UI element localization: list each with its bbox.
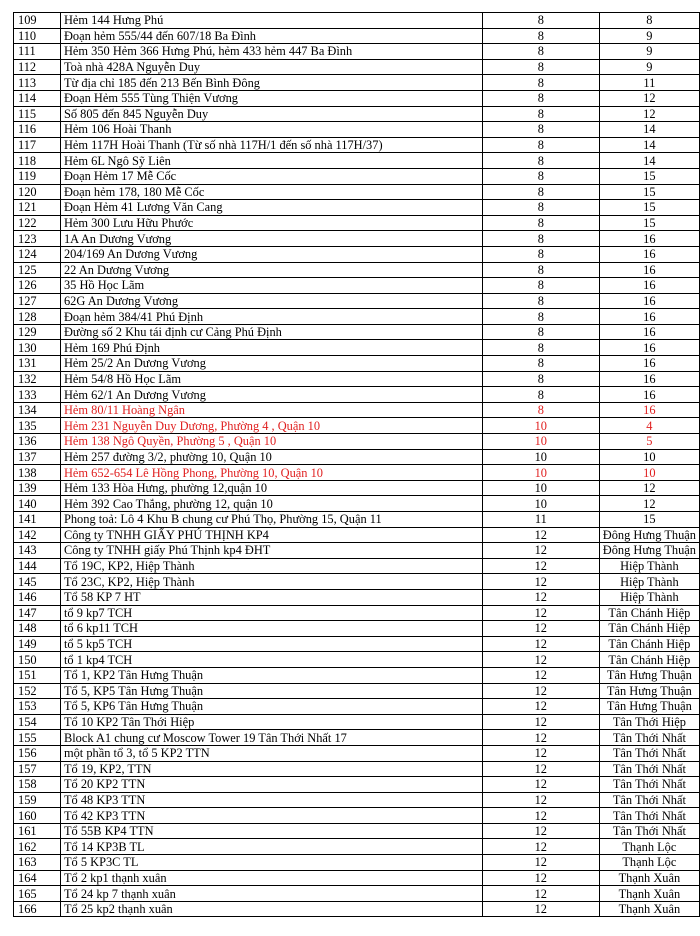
district-cell: 12 [482,870,599,886]
district-cell: 12 [482,621,599,637]
table-row [14,122,700,138]
table-row [14,75,700,91]
ward-cell: Tân Hưng Thuận [599,699,699,715]
ward-cell: 16 [599,231,699,247]
location-cell: Hẻm 117H Hoài Thanh (Từ số nhà 117H/1 đến số nhà 117H/37) [60,137,482,153]
location-cell: Tổ 42 KP3 TTN [60,808,482,824]
district-cell: 12 [482,730,599,746]
location-cell: Tổ 10 KP2 Tân Thới Hiệp [60,714,482,730]
table-row [14,777,700,793]
table-row [14,465,700,481]
location-cell: Đoạn Hẻm 17 Mễ Cốc [60,168,482,184]
table-row [14,200,700,216]
row-number-cell: 153 [14,699,61,715]
row-number-cell: 115 [14,106,61,122]
row-number-cell: 118 [14,153,61,169]
ward-cell: Tân Thới Nhất [599,823,699,839]
district-cell: 8 [482,153,599,169]
table-row [14,683,700,699]
table-row [14,792,700,808]
table-row [14,340,700,356]
table-row [14,543,700,559]
row-number-cell: 140 [14,496,61,512]
row-number-cell: 147 [14,605,61,621]
table-row [14,262,700,278]
district-cell: 8 [482,293,599,309]
location-cell: Hẻm 6L Ngô Sỹ Liên [60,153,482,169]
table-row [14,106,700,122]
table-row [14,589,700,605]
row-number-cell: 135 [14,418,61,434]
district-cell: 11 [482,512,599,528]
table-row [14,512,700,528]
district-cell: 12 [482,745,599,761]
district-cell: 12 [482,652,599,668]
table-row [14,293,700,309]
location-cell: Toà nhà 428A Nguyễn Duy [60,59,482,75]
location-cell: 22 An Dương Vương [60,262,482,278]
table-row [14,402,700,418]
district-cell: 12 [482,823,599,839]
ward-cell: 14 [599,137,699,153]
district-cell: 12 [482,605,599,621]
location-cell: Đoạn hẻm 384/41 Phú Định [60,309,482,325]
row-number-cell: 158 [14,777,61,793]
location-cell: Từ địa chỉ 185 đến 213 Bến Bình Đông [60,75,482,91]
district-cell: 8 [482,13,599,29]
district-cell: 8 [482,356,599,372]
location-cell: Tổ 48 KP3 TTN [60,792,482,808]
location-cell: Hẻm 106 Hoài Thanh [60,122,482,138]
location-cell: tổ 5 kp5 TCH [60,636,482,652]
ward-cell: Đông Hưng Thuận [599,543,699,559]
location-cell: 1A An Dương Vương [60,231,482,247]
row-number-cell: 162 [14,839,61,855]
ward-cell: 12 [599,90,699,106]
ward-cell: 16 [599,340,699,356]
row-number-cell: 136 [14,434,61,450]
location-cell: Tổ 19, KP2, TTN [60,761,482,777]
row-number-cell: 123 [14,231,61,247]
row-number-cell: 121 [14,200,61,216]
row-number-cell: 109 [14,13,61,29]
ward-cell: Thạnh Xuân [599,886,699,902]
row-number-cell: 122 [14,215,61,231]
table-row [14,699,700,715]
ward-cell: Tân Chánh Hiệp [599,652,699,668]
district-cell: 8 [482,168,599,184]
ward-cell: 14 [599,153,699,169]
location-cell: Tổ 5, KP5 Tân Hưng Thuận [60,683,482,699]
ward-cell: Hiệp Thành [599,574,699,590]
location-cell: Hẻm 54/8 Hồ Học Lãm [60,371,482,387]
district-cell: 8 [482,122,599,138]
row-number-cell: 116 [14,122,61,138]
ward-cell: 12 [599,106,699,122]
ward-cell: Tân Hưng Thuận [599,667,699,683]
ward-cell: Thạnh Xuân [599,901,699,917]
location-cell: 204/169 An Dương Vương [60,246,482,262]
table-row [14,137,700,153]
table-row [14,621,700,637]
district-cell: 12 [482,808,599,824]
row-number-cell: 164 [14,870,61,886]
location-cell: tổ 1 kp4 TCH [60,652,482,668]
district-cell: 8 [482,184,599,200]
district-cell: 8 [482,324,599,340]
location-cell: Tổ 58 KP 7 HT [60,589,482,605]
row-number-cell: 148 [14,621,61,637]
row-number-cell: 165 [14,886,61,902]
ward-cell: 16 [599,293,699,309]
table-row [14,387,700,403]
table-row [14,44,700,60]
location-cell: Công ty TNHH GIẤY PHÚ THỊNH KP4 [60,527,482,543]
table-row [14,371,700,387]
location-cell: Hẻm 62/1 An Dương Vương [60,387,482,403]
table-row [14,246,700,262]
location-cell: Đoạn hẻm 555/44 đến 607/18 Ba Đình [60,28,482,44]
row-number-cell: 117 [14,137,61,153]
ward-cell: Tân Thới Nhất [599,745,699,761]
row-number-cell: 145 [14,574,61,590]
district-cell: 8 [482,90,599,106]
row-number-cell: 152 [14,683,61,699]
table-row [14,184,700,200]
ward-cell: 11 [599,75,699,91]
table-row [14,231,700,247]
district-cell: 12 [482,636,599,652]
district-cell: 8 [482,402,599,418]
table-row [14,153,700,169]
location-cell: Tổ 25 kp2 thạnh xuân [60,901,482,917]
location-cell: Số 805 đến 845 Nguyễn Duy [60,106,482,122]
district-cell: 8 [482,231,599,247]
row-number-cell: 119 [14,168,61,184]
ward-cell: Tân Thới Nhất [599,730,699,746]
table-row [14,449,700,465]
row-number-cell: 157 [14,761,61,777]
row-number-cell: 142 [14,527,61,543]
table-row [14,886,700,902]
location-cell: Hẻm 350 Hẻm 366 Hưng Phú, hẻm 433 hẻm 447 Ba Đình [60,44,482,60]
ward-cell: 9 [599,28,699,44]
location-cell: Hẻm 231 Nguyễn Duy Dương, Phường 4 , Quận 10 [60,418,482,434]
ward-cell: 16 [599,309,699,325]
row-number-cell: 146 [14,589,61,605]
table-row [14,496,700,512]
row-number-cell: 166 [14,901,61,917]
row-number-cell: 112 [14,59,61,75]
district-cell: 12 [482,792,599,808]
district-cell: 12 [482,699,599,715]
district-cell: 12 [482,543,599,559]
ward-cell: 15 [599,215,699,231]
ward-cell: Tân Thới Hiệp [599,714,699,730]
ward-cell: 16 [599,402,699,418]
location-cell: Tổ 23C, KP2, Hiệp Thành [60,574,482,590]
table-row [14,356,700,372]
location-cell: Tổ 1, KP2 Tân Hưng Thuận [60,667,482,683]
district-cell: 12 [482,855,599,871]
row-number-cell: 111 [14,44,61,60]
table-row [14,667,700,683]
district-cell: 8 [482,137,599,153]
location-cell: Tổ 5, KP6 Tân Hưng Thuận [60,699,482,715]
district-cell: 8 [482,246,599,262]
location-cell: Hẻm 138 Ngô Quyền, Phường 5 , Quận 10 [60,434,482,450]
ward-cell: 9 [599,44,699,60]
row-number-cell: 131 [14,356,61,372]
ward-cell: 16 [599,262,699,278]
table-row [14,309,700,325]
location-cell: Tổ 2 kp1 thạnh xuân [60,870,482,886]
district-cell: 12 [482,667,599,683]
district-cell: 10 [482,418,599,434]
row-number-cell: 149 [14,636,61,652]
row-number-cell: 133 [14,387,61,403]
district-cell: 12 [482,714,599,730]
table-row [14,13,700,29]
table-row [14,714,700,730]
row-number-cell: 124 [14,246,61,262]
location-cell: Hẻm 300 Lưu Hữu Phước [60,215,482,231]
row-number-cell: 141 [14,512,61,528]
district-cell: 12 [482,683,599,699]
table-row [14,434,700,450]
district-cell: 8 [482,106,599,122]
district-cell: 12 [482,589,599,605]
table-row [14,215,700,231]
district-cell: 8 [482,200,599,216]
location-cell: Đoạn Hẻm 555 Tùng Thiện Vương [60,90,482,106]
district-cell: 12 [482,558,599,574]
location-cell: Tổ 20 KP2 TTN [60,777,482,793]
row-number-cell: 156 [14,745,61,761]
ward-cell: 16 [599,371,699,387]
ward-cell: 10 [599,449,699,465]
ward-cell: 9 [599,59,699,75]
ward-cell: 15 [599,184,699,200]
location-cell: Hẻm 80/11 Hoàng Ngân [60,402,482,418]
ward-cell: Tân Thới Nhất [599,808,699,824]
table-row [14,855,700,871]
ward-cell: Đông Hưng Thuận [599,527,699,543]
district-cell: 8 [482,262,599,278]
ward-cell: 10 [599,465,699,481]
ward-cell: Tân Hưng Thuận [599,683,699,699]
row-number-cell: 161 [14,823,61,839]
ward-cell: 12 [599,480,699,496]
row-number-cell: 129 [14,324,61,340]
ward-cell: 16 [599,387,699,403]
ward-cell: 16 [599,324,699,340]
row-number-cell: 132 [14,371,61,387]
district-cell: 8 [482,59,599,75]
table-row [14,527,700,543]
district-cell: 12 [482,761,599,777]
location-cell: Hẻm 392 Cao Thắng, phường 12, quận 10 [60,496,482,512]
row-number-cell: 144 [14,558,61,574]
row-number-cell: 110 [14,28,61,44]
table-row [14,901,700,917]
ward-cell: 12 [599,496,699,512]
ward-cell: Tân Thới Nhất [599,761,699,777]
district-cell: 12 [482,527,599,543]
ward-cell: Tân Chánh Hiệp [599,605,699,621]
row-number-cell: 113 [14,75,61,91]
row-number-cell: 138 [14,465,61,481]
ward-cell: Tân Thới Nhất [599,792,699,808]
table-row [14,558,700,574]
ward-cell: Hiệp Thành [599,558,699,574]
row-number-cell: 160 [14,808,61,824]
location-cell: Tổ 19C, KP2, Hiệp Thành [60,558,482,574]
district-cell: 12 [482,574,599,590]
district-cell: 10 [482,480,599,496]
table-row [14,870,700,886]
district-cell: 10 [482,434,599,450]
location-cell: tổ 9 kp7 TCH [60,605,482,621]
row-number-cell: 150 [14,652,61,668]
table-row [14,808,700,824]
row-number-cell: 134 [14,402,61,418]
ward-cell: Thạnh Xuân [599,870,699,886]
ward-cell: 8 [599,13,699,29]
ward-cell: Tân Chánh Hiệp [599,636,699,652]
location-cell: Tổ 24 kp 7 thạnh xuân [60,886,482,902]
ward-cell: 14 [599,122,699,138]
ward-cell: 15 [599,200,699,216]
ward-cell: 16 [599,356,699,372]
table-row [14,636,700,652]
row-number-cell: 154 [14,714,61,730]
location-cell: Phong toả: Lô 4 Khu B chung cư Phú Thọ, Phường 15, Quận 11 [60,512,482,528]
table-row [14,28,700,44]
table-row [14,823,700,839]
table-row [14,59,700,75]
location-cell: 35 Hồ Học Lãm [60,278,482,294]
table-row [14,480,700,496]
location-cell: Tổ 55B KP4 TTN [60,823,482,839]
row-number-cell: 151 [14,667,61,683]
ward-cell: 5 [599,434,699,450]
district-cell: 8 [482,278,599,294]
row-number-cell: 126 [14,278,61,294]
location-cell: Hẻm 652-654 Lê Hồng Phong, Phường 10, Quận 10 [60,465,482,481]
location-cell: Hẻm 25/2 An Dương Vương [60,356,482,372]
row-number-cell: 159 [14,792,61,808]
ward-cell: Hiệp Thành [599,589,699,605]
ward-cell: 4 [599,418,699,434]
ward-cell: 16 [599,278,699,294]
table-row [14,324,700,340]
table-row [14,730,700,746]
location-cell: Hẻm 133 Hòa Hưng, phường 12,quận 10 [60,480,482,496]
location-cell: Đoạn hẻm 178, 180 Mễ Cốc [60,184,482,200]
location-cell: Đoạn Hẻm 41 Lương Văn Cang [60,200,482,216]
district-cell: 8 [482,340,599,356]
ward-cell: Tân Chánh Hiệp [599,621,699,637]
location-cell: Hẻm 169 Phú Định [60,340,482,356]
location-cell: 62G An Dương Vương [60,293,482,309]
location-cell: một phần tổ 3, tổ 5 KP2 TTN [60,745,482,761]
row-number-cell: 139 [14,480,61,496]
table-row [14,90,700,106]
table-row [14,574,700,590]
table-row [14,745,700,761]
ward-cell: Thạnh Lộc [599,855,699,871]
location-cell: Tổ 5 KP3C TL [60,855,482,871]
table-row [14,605,700,621]
ward-cell: Tân Thới Nhất [599,777,699,793]
table-row [14,839,700,855]
location-cell: Hẻm 257 đường 3/2, phường 10, Quận 10 [60,449,482,465]
row-number-cell: 125 [14,262,61,278]
row-number-cell: 163 [14,855,61,871]
ward-cell: Thạnh Lộc [599,839,699,855]
table-row [14,418,700,434]
location-cell: tổ 6 kp11 TCH [60,621,482,637]
row-number-cell: 114 [14,90,61,106]
district-cell: 12 [482,886,599,902]
location-cell: Tổ 14 KP3B TL [60,839,482,855]
district-cell: 8 [482,215,599,231]
district-cell: 8 [482,371,599,387]
row-number-cell: 127 [14,293,61,309]
location-table [13,12,700,917]
district-cell: 8 [482,44,599,60]
district-cell: 10 [482,465,599,481]
ward-cell: 15 [599,168,699,184]
district-cell: 8 [482,387,599,403]
table-row [14,761,700,777]
district-cell: 12 [482,777,599,793]
table-row [14,168,700,184]
row-number-cell: 130 [14,340,61,356]
district-cell: 12 [482,839,599,855]
table-row [14,278,700,294]
location-cell: Hẻm 144 Hưng Phú [60,13,482,29]
district-cell: 12 [482,901,599,917]
row-number-cell: 120 [14,184,61,200]
location-cell: Công ty TNHH giấy Phú Thịnh kp4 ĐHT [60,543,482,559]
district-cell: 8 [482,75,599,91]
district-cell: 8 [482,309,599,325]
row-number-cell: 128 [14,309,61,325]
location-cell: Block A1 chung cư Moscow Tower 19 Tân Thới Nhất 17 [60,730,482,746]
ward-cell: 15 [599,512,699,528]
table-row [14,652,700,668]
district-cell: 10 [482,449,599,465]
row-number-cell: 155 [14,730,61,746]
district-cell: 8 [482,28,599,44]
district-cell: 10 [482,496,599,512]
row-number-cell: 143 [14,543,61,559]
ward-cell: 16 [599,246,699,262]
row-number-cell: 137 [14,449,61,465]
location-cell: Đường số 2 Khu tái định cư Cảng Phú Định [60,324,482,340]
